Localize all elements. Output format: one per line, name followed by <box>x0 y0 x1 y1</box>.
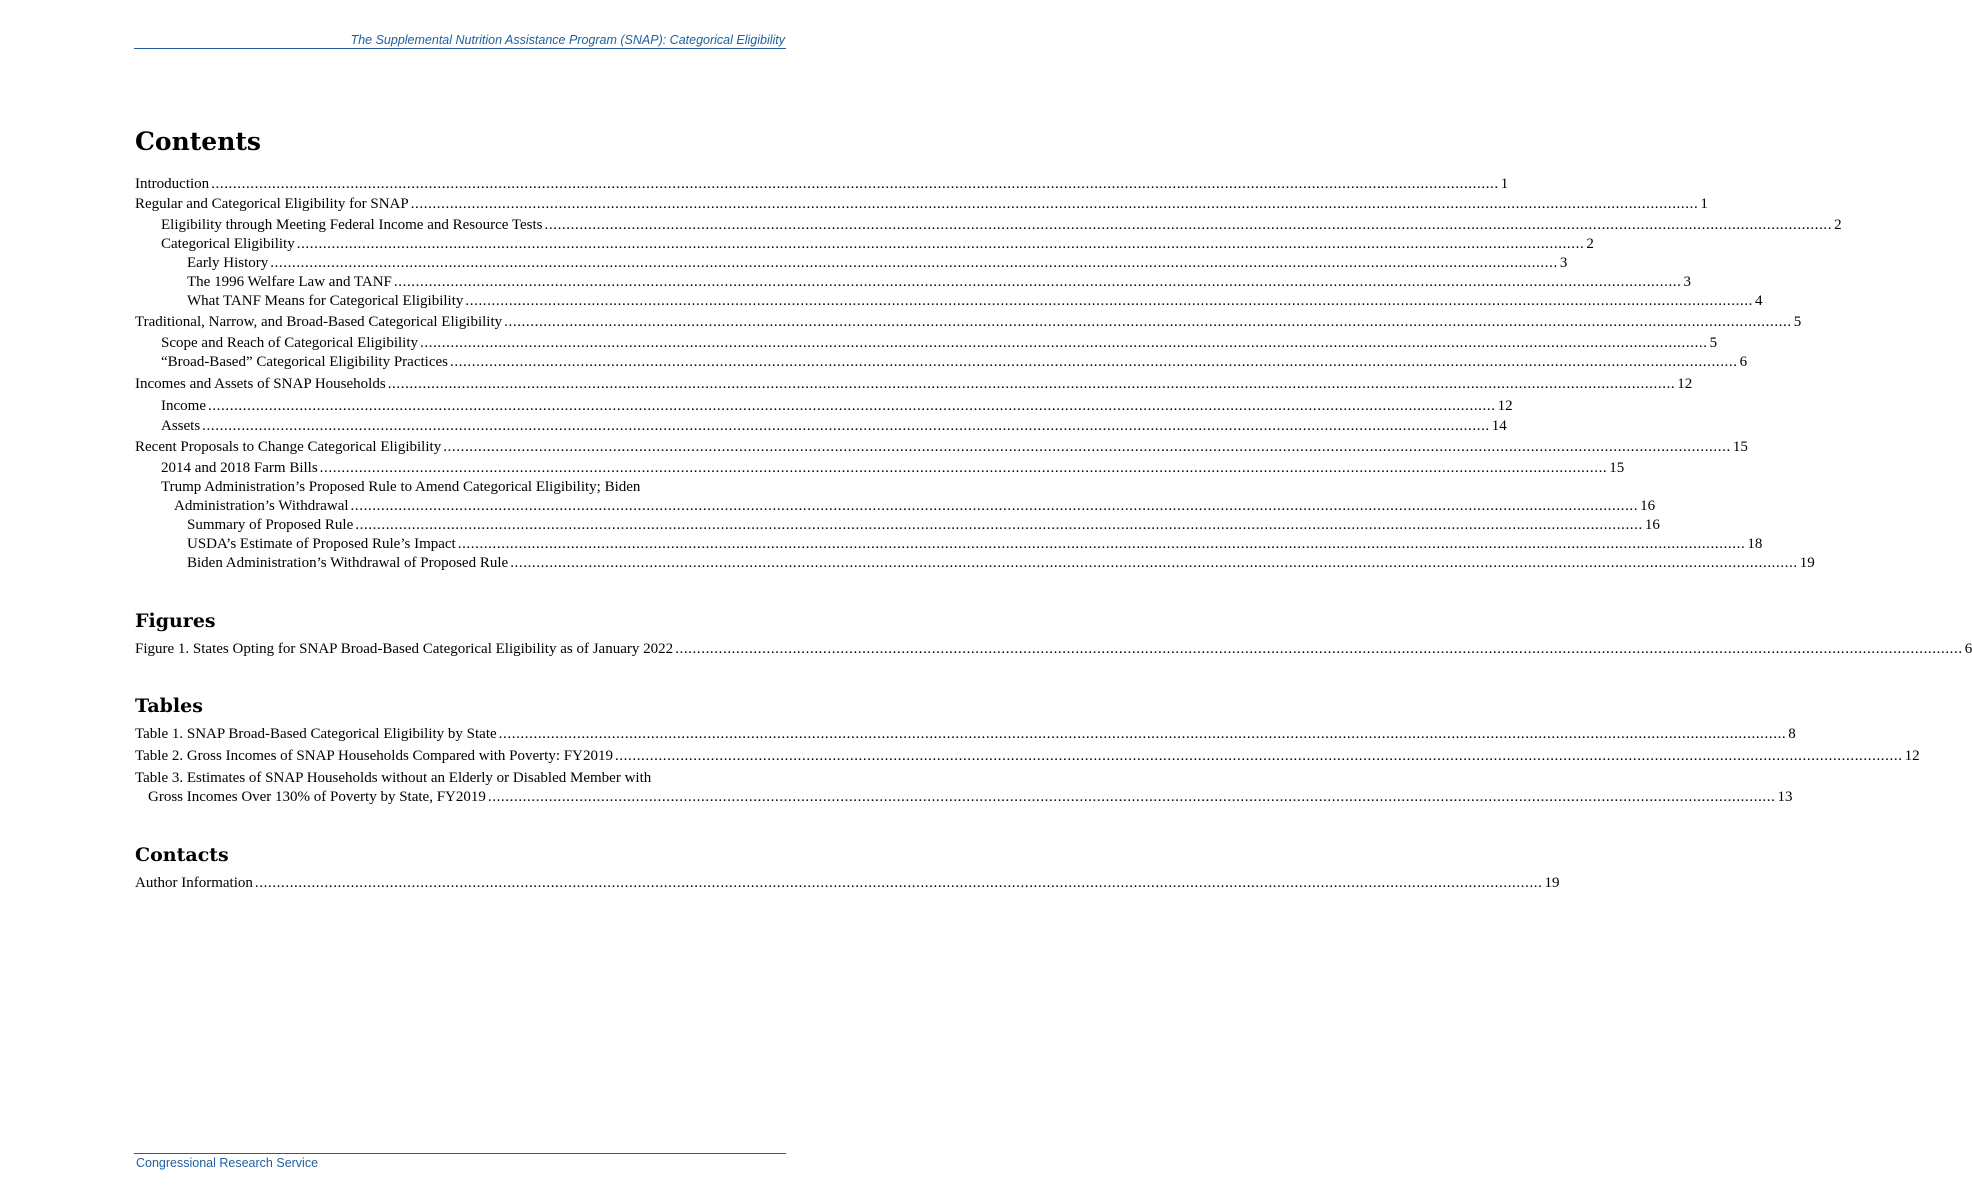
toc-leader <box>488 788 1776 807</box>
toc-leader <box>202 417 1490 436</box>
contacts-heading: Contacts <box>135 844 229 866</box>
toc-entry-page: 18 <box>1747 536 1763 552</box>
toc-entry-text-line2: Gross Incomes Over 130% of Poverty by State, FY2019 <box>148 789 486 805</box>
toc-leader <box>297 235 1585 254</box>
toc-entry-text-line2: Administration’s Withdrawal <box>174 498 349 514</box>
toc-entry-text: Assets <box>161 418 201 434</box>
tables-list <box>135 725 1920 807</box>
toc-entry-income[interactable] <box>135 397 1513 416</box>
toc-entry-trump-proposed-rule[interactable] <box>135 478 1656 516</box>
toc-entry-summary-of-proposed-rule[interactable] <box>135 516 1660 535</box>
toc-leader <box>270 254 1558 273</box>
toc-entry-page: 6 <box>1739 354 1748 370</box>
toc-leader <box>465 292 1753 311</box>
contacts-list <box>135 874 1560 893</box>
toc-entry-text: “Broad-Based” Categorical Eligibility Practices <box>161 354 448 370</box>
toc-entry-recent-proposals[interactable] <box>135 438 1748 457</box>
toc-entry-biden-withdrawal[interactable] <box>135 554 1815 573</box>
toc-entry-text-line1: Table 3. Estimates of SNAP Households without an Elderly or Disabled Member with <box>135 770 652 786</box>
toc-leader <box>388 375 1676 394</box>
toc-entry-text: Incomes and Assets of SNAP Households <box>135 376 386 392</box>
toc-entry-table-1[interactable] <box>135 725 1796 744</box>
tables-heading: Tables <box>135 695 203 717</box>
toc-entry-page: 16 <box>1640 498 1656 514</box>
toc-entry-text: Early History <box>187 255 269 271</box>
toc-entry-page: 16 <box>1644 517 1660 533</box>
toc-entry-text: Table 2. Gross Incomes of SNAP Households Compared with Poverty: FY2019 <box>135 748 613 764</box>
toc-entry-page: 14 <box>1491 418 1507 434</box>
toc-leader <box>499 725 1787 744</box>
toc-entry-farm-bills[interactable] <box>135 459 1625 478</box>
toc-entry-page: 4 <box>1755 293 1763 309</box>
toc-entry-text: Figure 1. States Opting for SNAP Broad-Based Categorical Eligibility as of January 2022 <box>135 641 674 657</box>
table-of-contents <box>135 125 1972 893</box>
toc-entry-what-tanf-means[interactable] <box>135 292 1763 311</box>
toc-leader <box>458 535 1746 554</box>
toc-entry-page: 8 <box>1788 726 1796 742</box>
toc-entry-text: Introduction <box>135 176 210 192</box>
toc-leader <box>355 516 1643 535</box>
running-header <box>134 32 786 49</box>
toc-entry-page: 2 <box>1586 236 1594 252</box>
toc-entry-text: 2014 and 2018 Farm Bills <box>161 460 318 476</box>
toc-entry-table-2[interactable] <box>135 747 1920 766</box>
page-footer <box>134 1153 786 1170</box>
toc-entry-scope-and-reach[interactable] <box>135 334 1718 353</box>
toc-entry-text: Eligibility through Meeting Federal Income and Resource Tests <box>161 217 543 233</box>
toc-entry-page: 19 <box>1544 875 1560 891</box>
toc-leader <box>420 334 1708 353</box>
contents-heading: Contents <box>135 127 262 156</box>
toc-leader <box>394 273 1682 292</box>
figures-list <box>135 640 1972 659</box>
toc-entry-page: 15 <box>1609 460 1625 476</box>
toc-entry-page: 12 <box>1904 748 1920 764</box>
toc-entry-text: USDA’s Estimate of Proposed Rule’s Impact <box>187 536 456 552</box>
toc-entry-page: 19 <box>1799 555 1815 571</box>
toc-leader <box>450 353 1738 372</box>
toc-leader <box>211 175 1499 194</box>
toc-leader <box>510 554 1798 573</box>
toc-entry-assets[interactable] <box>135 417 1507 436</box>
toc-entry-page: 15 <box>1732 439 1748 455</box>
toc-entry-text: Author Information <box>135 875 253 891</box>
footer-publisher: Congressional Research Service <box>136 1156 319 1170</box>
toc-leader <box>675 640 1963 659</box>
toc-entry-page: 13 <box>1777 789 1793 805</box>
toc-entry-text: The 1996 Welfare Law and TANF <box>187 274 392 290</box>
toc-entry-traditional-narrow-broad[interactable] <box>135 313 1802 332</box>
toc-entry-broad-based-practices[interactable] <box>135 353 1748 372</box>
toc-entry-text: What TANF Means for Categorical Eligibility <box>187 293 464 309</box>
toc-leader <box>545 216 1833 235</box>
toc-entry-usda-estimate[interactable] <box>135 535 1763 554</box>
toc-entry-introduction[interactable] <box>135 175 1509 194</box>
toc-entry-early-history[interactable] <box>135 254 1568 273</box>
toc-entry-text: Categorical Eligibility <box>161 236 295 252</box>
toc-entry-categorical-eligibility[interactable] <box>135 235 1594 254</box>
toc-entry-text-line1: Trump Administration’s Proposed Rule to Amend Categorical Eligibility; Biden <box>161 479 641 495</box>
toc-leader <box>255 874 1543 893</box>
toc-entry-federal-tests[interactable] <box>135 216 1842 235</box>
toc-entry-page: 5 <box>1709 335 1718 351</box>
toc-entry-incomes-and-assets[interactable] <box>135 375 1693 394</box>
toc-leader <box>504 313 1792 332</box>
toc-entry-text: Scope and Reach of Categorical Eligibility <box>161 335 419 351</box>
toc-leader <box>411 195 1699 214</box>
toc-entry-page: 12 <box>1497 398 1513 414</box>
toc-leader <box>615 747 1903 766</box>
toc-entry-text: Traditional, Narrow, and Broad-Based Categorical Eligibility <box>135 314 503 330</box>
toc-entry-text: Table 1. SNAP Broad-Based Categorical Eligibility by State <box>135 726 497 742</box>
toc-entry-text: Income <box>161 398 206 414</box>
toc-leader <box>443 438 1731 457</box>
figures-heading: Figures <box>135 610 216 632</box>
toc-entry-1996-welfare-law[interactable] <box>135 273 1692 292</box>
toc-entry-text: Recent Proposals to Change Categorical Eligibility <box>135 439 442 455</box>
toc-entry-regular-and-categorical[interactable] <box>135 195 1708 214</box>
toc-leader <box>320 459 1608 478</box>
running-header-title: The Supplemental Nutrition Assistance Program (SNAP): Categorical Eligibility <box>350 33 785 47</box>
toc-entry-page: 3 <box>1559 255 1568 271</box>
contents-list <box>135 175 1842 573</box>
toc-entry-table-3[interactable] <box>135 769 1793 807</box>
toc-entry-text: Biden Administration’s Withdrawal of Proposed Rule <box>187 555 509 571</box>
toc-entry-page: 2 <box>1834 217 1842 233</box>
toc-entry-text: Regular and Categorical Eligibility for SNAP <box>135 196 409 212</box>
toc-entry-page: 3 <box>1683 274 1692 290</box>
toc-entry-page: 5 <box>1793 314 1802 330</box>
toc-entry-author-information[interactable] <box>135 874 1560 893</box>
toc-entry-page: 12 <box>1677 376 1693 392</box>
toc-entry-page: 6 <box>1964 641 1972 657</box>
toc-entry-figure-1[interactable] <box>135 640 1972 659</box>
toc-entry-text: Summary of Proposed Rule <box>187 517 354 533</box>
toc-entry-page: 1 <box>1700 196 1708 212</box>
toc-leader <box>208 397 1496 416</box>
toc-leader <box>351 497 1639 516</box>
toc-entry-page: 1 <box>1500 176 1509 192</box>
